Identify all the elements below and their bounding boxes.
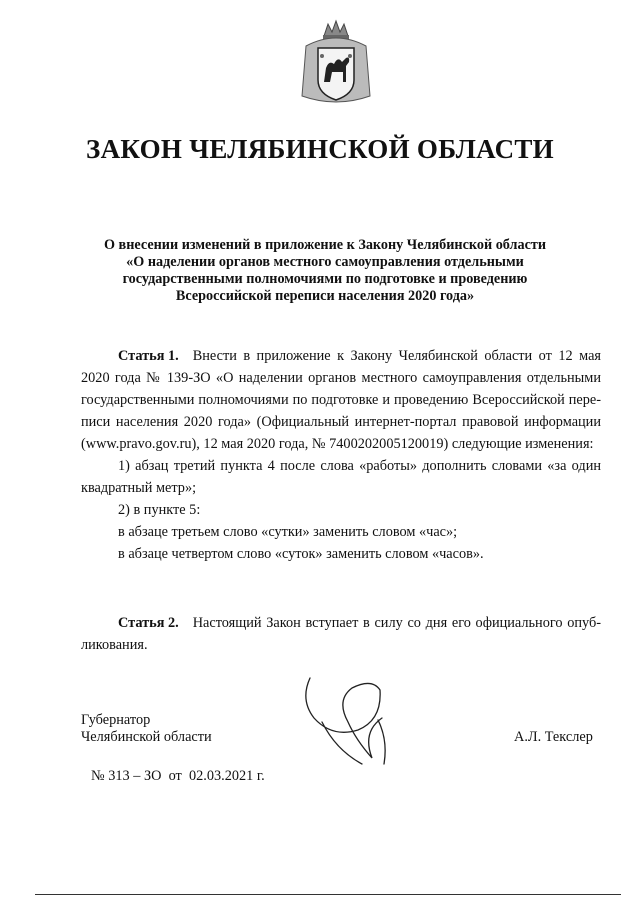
article-1-line <box>81 411 601 433</box>
handwritten-signature <box>292 660 402 770</box>
article-1-line <box>81 543 601 565</box>
article-2 <box>81 612 601 656</box>
article-2-line <box>81 634 601 656</box>
position-line-1: Губернатор <box>81 712 151 728</box>
article-1-line <box>81 389 601 411</box>
article-1 <box>81 345 601 565</box>
subtitle-line: «О наделении органов местного самоуправления отдельными <box>126 254 524 270</box>
article-1-line <box>81 345 601 367</box>
article-1-line <box>81 521 601 543</box>
article-1-text: писи населения 2020 года» (Официальный интернет-портал правовой информации <box>81 414 601 430</box>
subtitle-line: Всероссийской переписи населения 2020 года» <box>175 288 475 304</box>
law-number-date: № 313 – ЗО от 02.03.2021 г. <box>91 768 265 784</box>
subtitle-line: О внесении изменений в приложение к Закону Челябинской области <box>103 237 547 253</box>
article-1-text: 2020 года № 139-ЗО «О наделении органов местного самоуправления отдельными <box>81 370 601 386</box>
article-2-text: Настоящий Закон вступает в силу со дня его официального опуб- <box>192 615 601 631</box>
article-1-line <box>81 367 601 389</box>
signatory-position <box>81 712 212 746</box>
position-line-2: Челябинской области <box>81 729 212 745</box>
article-1-text: 1) абзац третий пункта 4 после слова «работы» дополнить словами «за один <box>118 458 601 474</box>
bottom-divider <box>35 894 621 895</box>
article-2-line <box>81 612 601 634</box>
article-1-text: государственными полномочиями по подготовке и проведению Всероссийской пере- <box>81 392 601 408</box>
coat-of-arms-emblem <box>296 18 376 108</box>
article-1-text: (www.pravo.gov.ru), 12 мая 2020 года, № 7400202005120019) следующие изменения: <box>81 436 594 452</box>
document-subtitle <box>90 237 560 305</box>
signatory-name: А.Л. Текслер <box>514 729 593 745</box>
article-1-line <box>81 477 601 499</box>
subtitle-line: государственными полномочиями по подготовке и проведению <box>122 271 528 287</box>
article-1-text: квадратный метр»; <box>81 480 197 496</box>
article-1-text: в абзаце четвертом слово «суток» заменить словом «часов». <box>118 546 484 562</box>
article-1-label: Статья 1. <box>118 348 179 364</box>
article-1-line <box>81 499 601 521</box>
article-1-line <box>81 455 601 477</box>
article-2-text: ликования. <box>81 637 148 653</box>
article-1-text: Внести в приложение к Закону Челябинской области от 12 мая <box>192 348 601 364</box>
page-title: ЗАКОН ЧЕЛЯБИНСКОЙ ОБЛАСТИ <box>86 134 554 164</box>
article-1-line <box>81 433 601 455</box>
article-2-label: Статья 2. <box>118 615 179 631</box>
article-1-text: 2) в пункте 5: <box>118 502 201 518</box>
article-1-text: в абзаце третьем слово «сутки» заменить словом «час»; <box>118 524 458 540</box>
